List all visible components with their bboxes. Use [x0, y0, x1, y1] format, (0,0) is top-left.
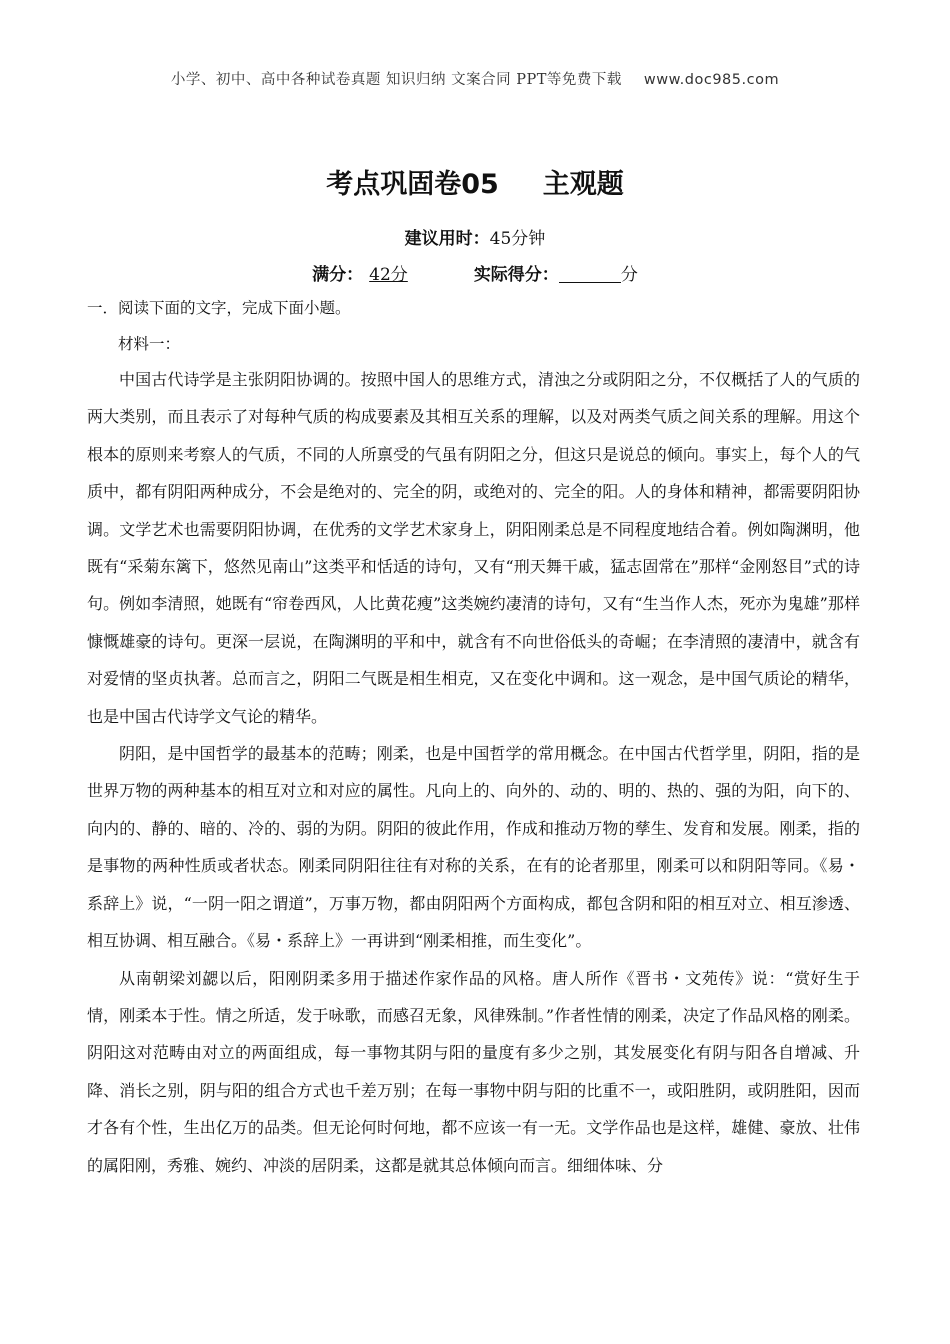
page-header	[0, 68, 950, 89]
actual-score-unit: 分	[620, 265, 638, 285]
suggested-time	[0, 224, 950, 249]
paragraph: 阴阳，是中国哲学的最基本的范畴；刚柔，也是中国哲学的常用概念。在中国古代哲学里，阴阳，指的是世界万物的两种基本的相互对立和对应的属性。凡向上的、向外的、动的、明的、热的、强的为阳，向下的、向内的、静的、暗的、冷的、弱的为阴。阴阳的彼此作用，作成和推动万物的孳生、发育和发展。刚柔，指的是事物的两种性质或者状态。刚柔同阴阳往往有对称的关系，在有的论者那里，刚柔可以和阴阳等同。《易・系辞上》说，“一阴一阳之谓道”，万事万物，都由阴阳两个方面构成，都包含阴和阳的相互对立、相互渗透、相互协调、相互融合。《易・系辞上》一再讲到“刚柔相推，而生变化”。	[87, 744, 860, 951]
material-label: 材料一：	[118, 335, 181, 353]
score-line	[0, 260, 950, 285]
time-label: 建议用时：	[404, 229, 490, 249]
material-body	[87, 361, 860, 1184]
title-right: 主观题	[542, 169, 624, 200]
header-site[interactable]: www.doc985.com	[643, 72, 780, 88]
time-value: 45分钟	[489, 229, 546, 249]
paragraph: 从南朝梁刘勰以后，阳刚阴柔多用于描述作家作品的风格。唐人所作《晋书・文苑传》说：“赏好生于情，刚柔本于性。情之所适，发于咏歌，而感召无象，风律殊制。”作者性情的刚柔，决定了作品风格的刚柔。阴阳这对范畴由对立的两面组成，每一事物其阴与阳的量度有多少之别，其发展变化有阴与阳各自增减、升降、消长之别，阴与阳的组合方式也千差万别；在每一事物中阴与阳的比重不一，或阳胜阴，或阴胜阳，因而才各有个性，生出亿万的品类。但无论何时何地，都不应该一有一无。文学作品也是这样，雄健、豪放、壮伟的属阳刚，秀雅、婉约、冲淡的居阴柔，这都是就其总体倾向而言。细细体味、分	[87, 968, 860, 1175]
full-score-label: 满分：	[312, 265, 364, 285]
title-left: 考点巩固卷05	[326, 169, 499, 200]
full-score-value: 42分	[369, 265, 408, 285]
actual-score-blank[interactable]	[559, 266, 621, 283]
paragraph: 中国古代诗学是主张阴阳协调的。按照中国人的思维方式，清浊之分或阴阳之分，不仅概括了人的气质的两大类别，而且表示了对每种气质的构成要素及其相互关系的理解，以及对两类气质之间关系的理解。用这个根本的原则来考察人的气质，不同的人所禀受的气虽有阴阳之分，但这只是说总的倾向。事实上，每个人的气质中，都有阴阳两种成分，不会是绝对的、完全的阴，或绝对的、完全的阳。人的身体和精神，都需要阴阳协调。文学艺术也需要阴阳协调，在优秀的文学艺术家身上，阴阳刚柔总是不同程度地结合着。例如陶渊明，他既有“采菊东篱下，悠然见南山”这类平和恬适的诗句，又有“刑天舞干戚，猛志固常在”那样“金刚怒目”式的诗句。例如李清照，她既有“帘卷西风，人比黄花瘦”这类婉约凄清的诗句，又有“生当作人杰，死亦为鬼雄”那样慷慨雄豪的诗句。更深一层说，在陶渊明的平和中，就含有不向世俗低头的奇崛；在李清照的凄清中，就含有对爱情的坚贞执著。总而言之，阴阳二气既是相生相克，又在变化中调和。这一观念，是中国气质论的精华，也是中国古代诗学文气论的精华。	[87, 370, 860, 726]
question-prompt: 一．阅读下面的文字，完成下面小题。	[87, 299, 351, 317]
header-text: 小学、初中、高中各种试卷真题 知识归纳 文案合同 PPT等免费下载	[170, 72, 622, 88]
actual-score-label: 实际得分：	[473, 265, 559, 285]
page-title	[0, 162, 950, 201]
